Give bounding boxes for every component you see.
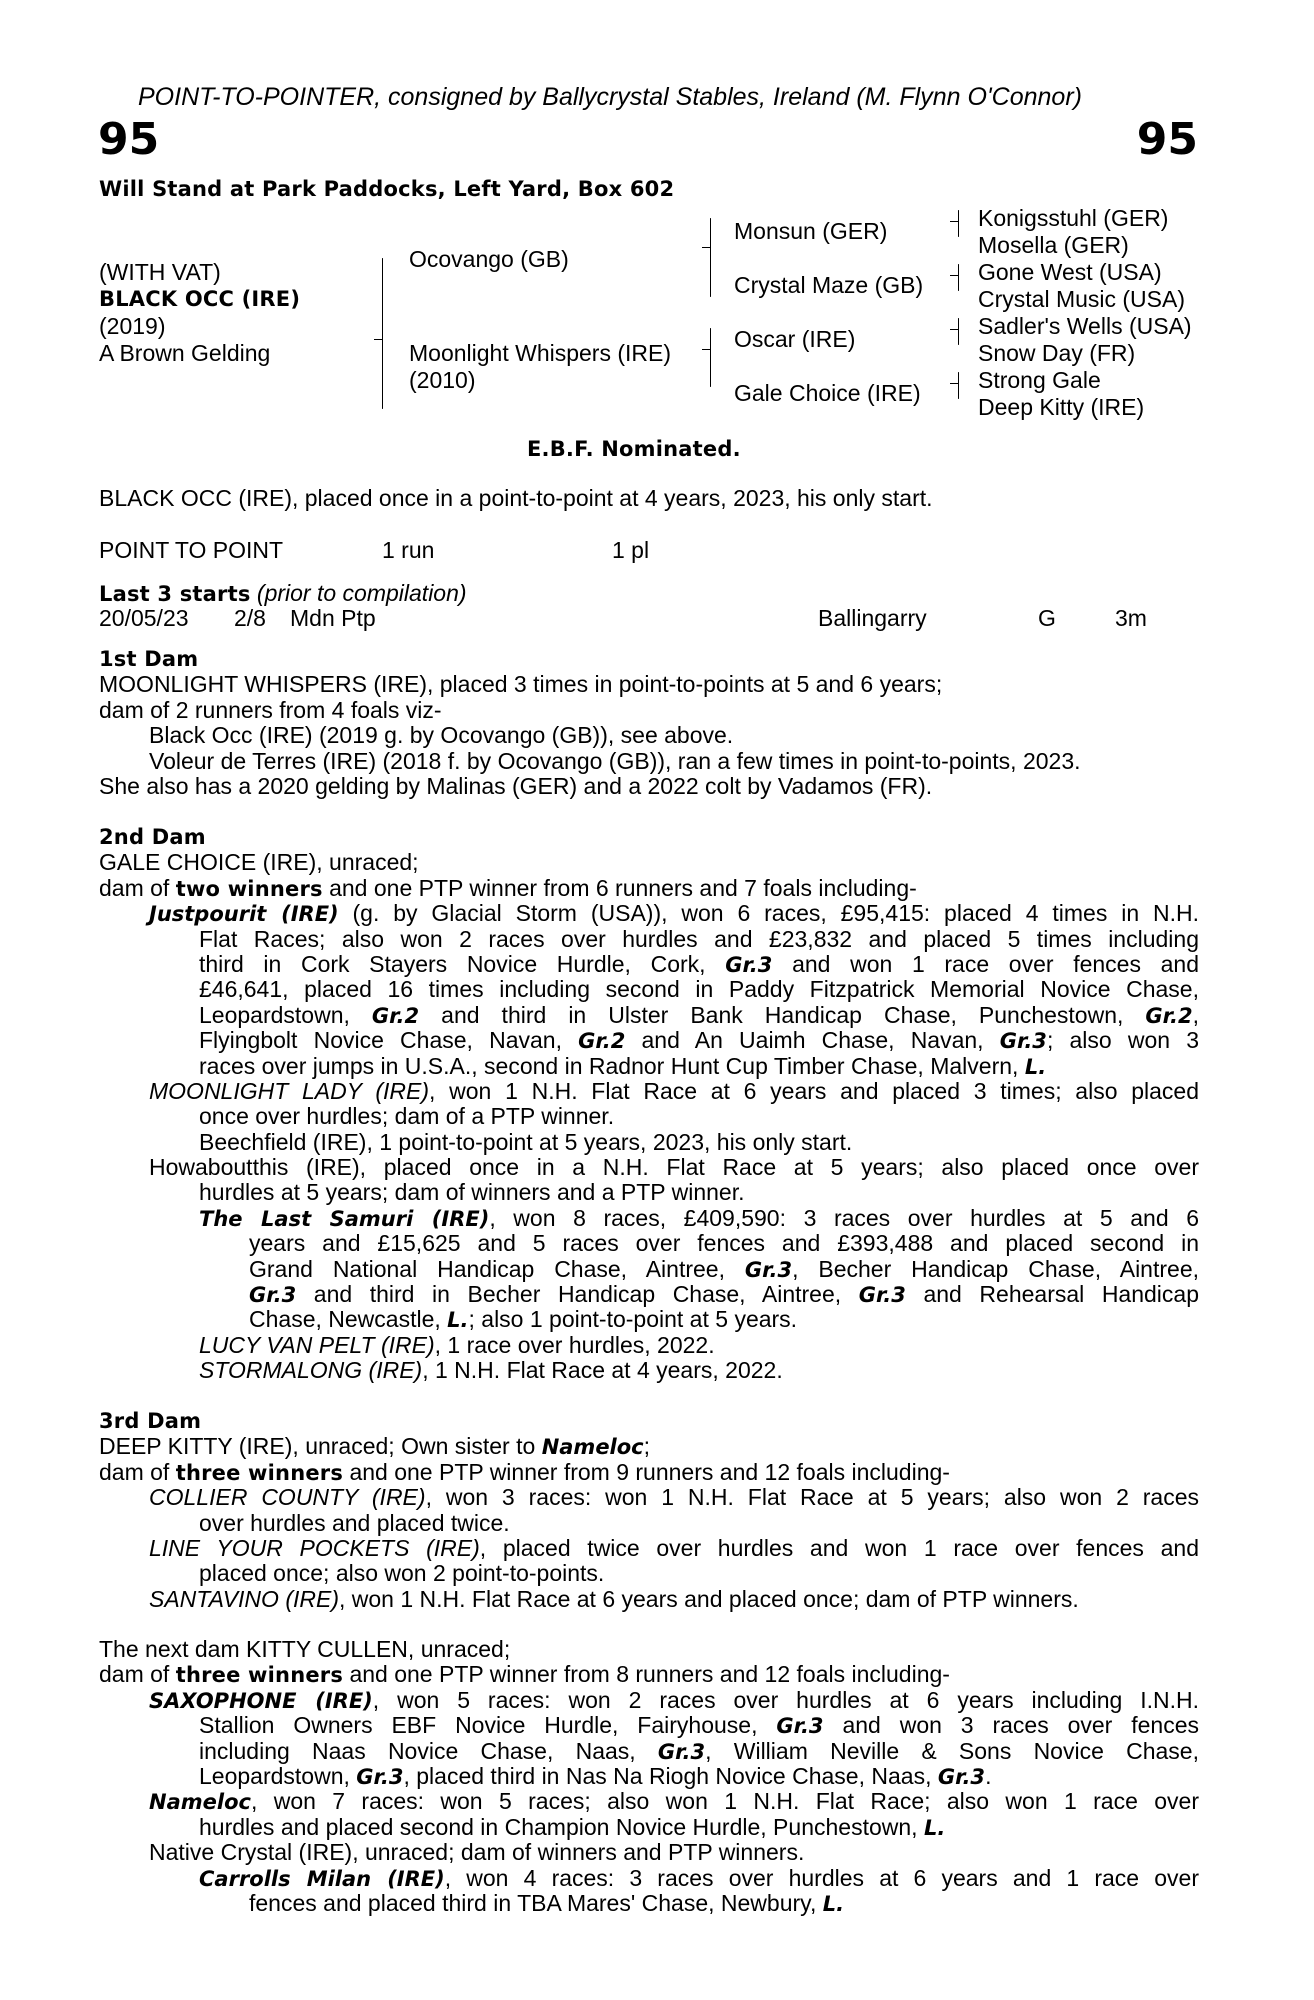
text: Howaboutthis (IRE), placed once in a N.H. Flat Race at 5 years; also placed once over <box>149 1154 1199 1181</box>
text-bold: Gr.2 <box>578 1029 626 1054</box>
text-italic: LUCY VAN PELT (IRE) <box>199 1331 435 1358</box>
third-dam-line <box>50 1586 1314 1611</box>
text: and one PTP winner from 8 runners and 12 foals including- <box>343 1661 950 1688</box>
text-bold: three winners <box>175 1663 344 1688</box>
last-starts-title: Last 3 starts <box>99 582 251 606</box>
text: once over hurdles; dam of a PTP winner. <box>199 1103 615 1130</box>
text: ; <box>643 1433 651 1460</box>
start-going: G <box>1038 605 1056 631</box>
g-brace-3b <box>958 330 959 345</box>
text-bold: two winners <box>175 876 323 901</box>
last-starts-note: (prior to compilation) <box>256 580 467 606</box>
gg-2: Mosella (GER) <box>978 232 1129 258</box>
second-dam-line <box>100 926 1199 951</box>
text-bold: L. <box>447 1308 469 1333</box>
second-dam-line <box>50 1179 1314 1204</box>
dam: Moonlight Whispers (IRE) <box>409 340 672 366</box>
text-bold: Gr.3 <box>858 1283 906 1308</box>
second-dam-line <box>100 1205 1199 1230</box>
dam-dam: Gale Choice (IRE) <box>734 380 921 406</box>
text: , won 1 N.H. Flat Race at 6 years and placed 3 times; also placed <box>429 1077 1199 1104</box>
text: ; also 1 point-to-point at 5 years. <box>468 1306 798 1333</box>
text: Flat Races; also won 2 races over hurdles and £23,832 and placed 5 times including <box>199 925 1199 952</box>
text: , <box>1192 1001 1200 1028</box>
second-dam-section <box>0 824 1314 1383</box>
pedigree-brace-top <box>382 258 383 341</box>
first-dam-line: Voleur de Terres (IRE) (2018 f. by Ocovango (GB)), ran a few times in point-to-points, 2023. <box>149 747 1081 774</box>
text-bold: Gr.3 <box>725 952 773 977</box>
lot-number-left: 95 <box>98 114 160 165</box>
last-starts-heading <box>99 580 467 607</box>
next-dam-line <box>100 1865 1199 1890</box>
text-bold: Gr.2 <box>371 1003 420 1028</box>
second-dam-line <box>100 1053 1314 1078</box>
third-dam-line: over hurdles and placed twice. <box>199 1509 510 1536</box>
pedigree-brace-bottom <box>382 340 383 409</box>
third-dam-title: 3rd Dam <box>99 1409 202 1433</box>
text-bold: Gr.3 <box>776 1714 824 1739</box>
text: fences and placed third in TBA Mares' Chase, Newbury, <box>249 1889 823 1916</box>
next-dam-section <box>0 1636 1314 1915</box>
dam-brace-bottom <box>710 350 711 387</box>
horse-description: A Brown Gelding <box>99 340 271 366</box>
text-italic: SANTAVINO (IRE) <box>149 1585 339 1612</box>
start-distance: 3m <box>1115 605 1147 631</box>
third-dam-line: placed once; also won 2 point-to-points. <box>199 1560 605 1587</box>
text: races over jumps in U.S.A., second in Radnor Hunt Cup Timber Chase, Malvern, <box>199 1052 1025 1079</box>
third-dam-section <box>0 1408 1314 1611</box>
second-dam-line <box>50 1154 1199 1179</box>
text-bold: Gr.3 <box>744 1257 793 1282</box>
text-bold: Carrolls Milan (IRE) <box>199 1866 445 1891</box>
g-brace-2b <box>958 276 959 291</box>
second-dam-line <box>0 875 1314 900</box>
first-dam-line: dam of 2 runners from 4 foals viz- <box>99 696 442 723</box>
text: £46,641, placed 16 times including second in Paddy Fitzpatrick Memorial Novice Chase, <box>199 976 1199 1003</box>
sire: Ocovango (GB) <box>409 246 569 272</box>
text: and one PTP winner from 9 runners and 12 foals including- <box>343 1458 950 1485</box>
start-date: 20/05/23 <box>99 605 189 631</box>
gg-1: Konigsstuhl (GER) <box>978 205 1169 231</box>
text: , won 3 races: won 1 N.H. Flat Race at 5 years; also won 2 races <box>425 1484 1199 1511</box>
third-dam-line <box>0 1433 1314 1458</box>
text: (g. by Glacial Storm (USA)), won 6 races, £95,415: placed 4 times in N.H. <box>338 900 1200 927</box>
third-dam-line <box>50 1535 1199 1560</box>
sire-brace-bottom <box>710 248 711 297</box>
next-dam-line <box>100 1712 1199 1737</box>
record-placed: 1 pl <box>612 537 650 563</box>
gg-7: Strong Gale <box>978 367 1101 393</box>
second-dam-line: Beechfield (IRE), 1 point-to-point at 5 years, 2023, his only start. <box>199 1128 853 1155</box>
text: Stallion Owners EBF Novice Hurdle, Fairyhouse, <box>199 1712 777 1739</box>
text: , won 1 N.H. Flat Race at 6 years and placed once; dam of PTP winners. <box>339 1585 1079 1612</box>
text: Flyingbolt Novice Chase, Navan, <box>199 1027 579 1054</box>
text-bold: SAXOPHONE (IRE) <box>149 1688 373 1713</box>
g-brace-4b <box>958 384 959 399</box>
text: years and £15,625 and 5 races over fences and £393,488 and placed second in <box>249 1230 1199 1257</box>
text: Chase, Newcastle, <box>249 1306 448 1333</box>
stand-location: Will Stand at Park Paddocks, Left Yard, Box 602 <box>99 177 675 201</box>
next-dam-line: The next dam KITTY CULLEN, unraced; <box>99 1636 511 1662</box>
text: and won 1 race over fences and <box>772 950 1200 977</box>
text: , William Neville & Sons Novice Chase, <box>705 1737 1199 1764</box>
horse-year: (2019) <box>99 313 166 339</box>
text: DEEP KITTY (IRE), unraced; Own sister to <box>99 1433 542 1460</box>
next-dam-line <box>50 1687 1199 1712</box>
second-dam-line <box>150 1306 1314 1331</box>
second-dam-line: GALE CHOICE (IRE), unraced; <box>99 849 419 876</box>
second-dam-line <box>100 951 1199 976</box>
record-label: POINT TO POINT <box>99 537 284 563</box>
text-bold: The Last Samuri (IRE) <box>199 1206 490 1231</box>
text: and won 3 races over fences <box>823 1712 1199 1739</box>
text-italic: COLLIER COUNTY (IRE) <box>149 1484 426 1511</box>
text: , 1 race over hurdles, 2022. <box>434 1331 715 1358</box>
second-dam-line <box>100 1332 1314 1357</box>
text: dam of <box>99 874 176 901</box>
text: including Naas Novice Chase, Naas, <box>199 1737 658 1764</box>
horse-name: BLACK OCC (IRE) <box>99 287 301 311</box>
text: dam of <box>99 1661 176 1688</box>
text: , won 5 races: won 2 races over hurdles at 6 years including I.N.H. <box>372 1686 1199 1713</box>
text: , won 7 races: won 5 races; also won 1 N.H. Flat Race; also won 1 race over <box>250 1788 1199 1815</box>
summary-text: BLACK OCC (IRE), placed once in a point-to-point at 4 years, 2023, his only start. <box>99 485 933 511</box>
text-bold: Gr.3 <box>249 1283 297 1308</box>
text-bold: L. <box>822 1891 845 1916</box>
second-dam-line <box>50 1078 1199 1103</box>
text: Leopardstown, <box>199 1001 372 1028</box>
text: , placed twice over hurdles and won 1 race over fences and <box>479 1534 1199 1561</box>
second-dam-line <box>100 1002 1199 1027</box>
second-dam-line <box>150 1230 1199 1255</box>
dam-year: (2010) <box>409 367 476 393</box>
next-dam-line <box>100 1738 1199 1763</box>
text-italic: STORMALONG (IRE) <box>199 1357 423 1384</box>
text: , placed third in Nas Na Riogh Novice Chase, Naas, <box>403 1762 938 1789</box>
sire-sire: Monsun (GER) <box>734 218 888 244</box>
text: and third in Becher Handicap Chase, Aintree, <box>296 1281 859 1308</box>
gg-3: Gone West (USA) <box>978 259 1162 285</box>
text: third in Cork Stayers Novice Hurdle, Cork, <box>199 950 726 977</box>
horse-vat: (WITH VAT) <box>99 259 221 285</box>
text-bold: L. <box>923 1815 946 1840</box>
text: , won 4 races: 3 races over hurdles at 6 years and 1 race over <box>444 1864 1199 1891</box>
gg-5: Sadler's Wells (USA) <box>978 313 1192 339</box>
next-dam-line <box>100 1763 1314 1788</box>
text-bold: Gr.2 <box>1145 1003 1193 1028</box>
text-bold: Gr.3 <box>657 1739 706 1764</box>
g-brace-1b <box>958 222 959 237</box>
sire-dam: Crystal Maze (GB) <box>734 272 924 298</box>
text: and one PTP winner from 6 runners and 7 foals including- <box>322 874 917 901</box>
gg-4: Crystal Music (USA) <box>978 286 1186 312</box>
text: Leopardstown, <box>199 1762 357 1789</box>
dam-sire: Oscar (IRE) <box>734 326 856 352</box>
text: , Becher Handicap Chase, Aintree, <box>792 1255 1199 1282</box>
first-dam-line: MOONLIGHT WHISPERS (IRE), placed 3 times in point-to-points at 5 and 6 years; <box>99 671 943 698</box>
text-bold: Justpourit (IRE) <box>149 902 339 927</box>
next-dam-line <box>150 1890 1314 1915</box>
second-dam-line <box>100 1357 1314 1382</box>
gg-8: Deep Kitty (IRE) <box>978 394 1145 420</box>
text: Grand National Handicap Chase, Aintree, <box>249 1255 745 1282</box>
text-bold: Nameloc <box>541 1435 644 1460</box>
record-runs: 1 run <box>382 537 435 563</box>
second-dam-line <box>50 900 1199 925</box>
text-italic: LINE YOUR POCKETS (IRE) <box>149 1534 480 1561</box>
start-course: Ballingarry <box>818 605 927 631</box>
text-italic: MOONLIGHT LADY (IRE) <box>149 1077 430 1104</box>
text-bold: Nameloc <box>149 1790 251 1815</box>
next-dam-line <box>50 1788 1199 1813</box>
text-bold: Gr.3 <box>356 1764 404 1789</box>
text-bold: L. <box>1024 1054 1047 1079</box>
third-dam-line <box>50 1484 1199 1509</box>
second-dam-line <box>150 1281 1199 1306</box>
text: dam of <box>99 1458 176 1485</box>
start-position: 2/8 <box>234 605 266 631</box>
text: and Rehearsal Handicap <box>905 1281 1200 1308</box>
second-dam-line <box>100 1027 1199 1052</box>
lot-number-right: 95 <box>1136 114 1198 165</box>
first-dam-line: She also has a 2020 gelding by Malinas (GER) and a 2022 colt by Vadamos (FR). <box>99 772 933 799</box>
text: and third in Ulster Bank Handicap Chase, Punchestown, <box>419 1001 1146 1028</box>
second-dam-line <box>150 1256 1199 1281</box>
text: hurdles and placed second in Champion Novice Hurdle, Punchestown, <box>199 1813 924 1840</box>
text: ; also won 3 <box>1046 1027 1199 1054</box>
first-dam-title: 1st Dam <box>99 647 199 671</box>
dam-brace-top <box>710 328 711 351</box>
second-dam-line <box>100 976 1199 1001</box>
text: and An Uaimh Chase, Navan, <box>625 1027 1000 1054</box>
text-bold: three winners <box>175 1460 344 1485</box>
gg-6: Snow Day (FR) <box>978 340 1136 366</box>
sire-brace-top <box>710 218 711 249</box>
text-bold: Gr.3 <box>937 1764 986 1789</box>
first-dam-section <box>0 646 1314 798</box>
text: , 1 N.H. Flat Race at 4 years, 2022. <box>422 1357 783 1384</box>
start-race: Mdn Ptp <box>290 605 376 631</box>
ebf-nominated: E.B.F. Nominated. <box>527 437 741 461</box>
text-bold: Gr.3 <box>999 1029 1047 1054</box>
next-dam-line <box>0 1661 1314 1686</box>
text: hurdles at 5 years; dam of winners and a PTP winner. <box>199 1179 745 1206</box>
second-dam-title: 2nd Dam <box>99 825 206 849</box>
third-dam-line <box>0 1459 1314 1484</box>
consignor-line: POINT-TO-POINTER, consigned by Ballycrystal Stables, Ireland (M. Flynn O'Connor) <box>138 83 1082 111</box>
text: , won 8 races, £409,590: 3 races over hurdles at 5 and 6 <box>489 1204 1199 1231</box>
next-dam-line <box>100 1814 1314 1839</box>
text: . <box>985 1762 992 1789</box>
second-dam-line <box>50 1103 1314 1128</box>
next-dam-line: Native Crystal (IRE), unraced; dam of winners and PTP winners. <box>149 1839 805 1866</box>
first-dam-line: Black Occ (IRE) (2019 g. by Ocovango (GB)), see above. <box>149 722 734 749</box>
